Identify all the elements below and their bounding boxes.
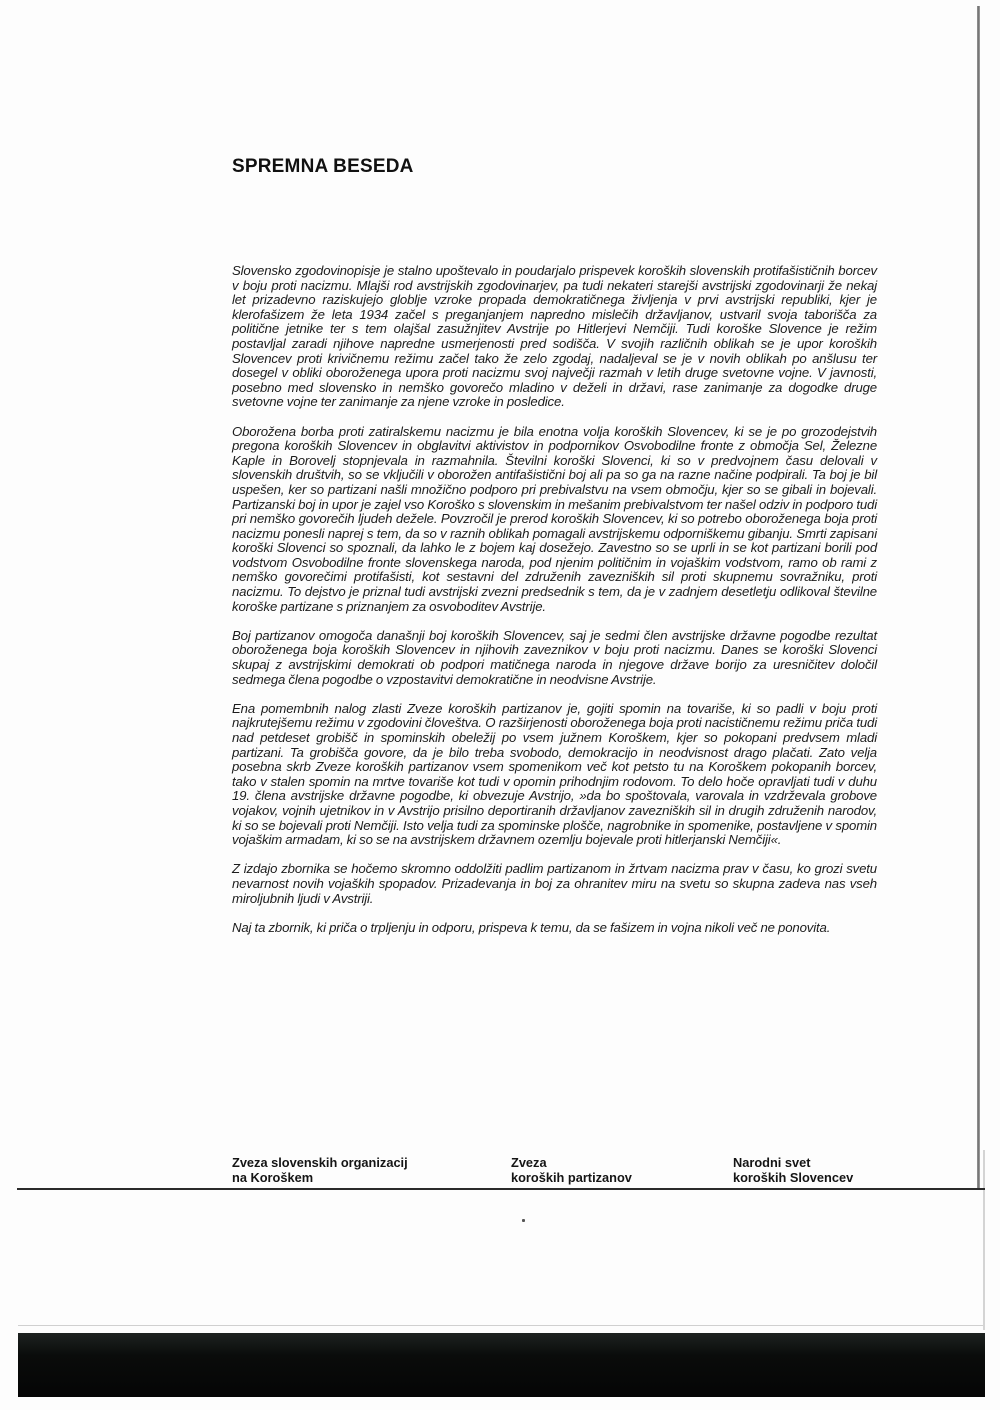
scan-speck [522, 1219, 525, 1222]
paragraph-4: Ena pomembnih nalog zlasti Zveze koroških partizanov je, gojiti spomin na tovariše, ki so padli v boju proti najkrutejšemu režimu v zgodovini človeštva. O razširjenosti oboroženega boja proti nacističnemu režimu priča tudi nad petdeset grobišč in spominskih obeležij po vsem južnem Koroškem, kjer so pokopani predvsem mladi partizani. Ta grobišča govore, da je bilo treba svobodo, demokracijo in neodvisnost drago plačati. Zato velja posebna skrb Zveze koroških partizanov vsem spomenikom več kot petsto tu na Koroškem pokopanih borcev, tako v stalen spomin na mrtve tovariše kot tudi v opomin prihodnjim rodovom. To delo hoče opravljati tudi v duhu 19. člena avstrijske državne pogodbe, ki obvezuje Avstrijo, »da bo spoštovala, varovala in vzdrževala grobove vojakov, vojnih ujetnikov in v Avstrijo prisilno deportiranih državljanov zavezniških sil in drugih združenih narodov, ki so se bojevali proti Nemčiji. Isto velja tudi za spominske plošče, nagrobnike in spomenike, postavljene v spomin vojaškim armadam, ki so se na avstrijskem državnem ozemlju bojevale proti hitlerjanski Nemčiji«. [232, 700, 877, 848]
signatory-line-1: Zveza [511, 1155, 547, 1170]
signatory-line-2: na Koroškem [232, 1170, 314, 1185]
paragraph-5: Z izdajo zbornika se hočemo skromno oddolžiti padlim partizanom in žrtvam nacizma prav v času, ko grozi svetu nevarnost novih vojaških spopadov. Prizadevanja in boj za ohranitev miru na svetu so skupna zadeva nas vseh miroljubnih ljudi v Avstriji. [232, 861, 877, 906]
signatory-line-1: Narodni svet [733, 1155, 811, 1170]
page-edge-line-lower [983, 1150, 985, 1330]
paragraph-6: Naj ta zbornik, ki priča o trpljenju in odporu, prispeva k temu, da se fašizem in vojna nikoli več ne ponovita. [232, 919, 831, 935]
scan-black-band [18, 1333, 985, 1397]
signatory-line-2: koroških Slovencev [733, 1170, 854, 1185]
paragraph-3: Boj partizanov omogoča današnji boj koroških Slovencev, saj je sedmi člen avstrijske državne pogodbe rezultat oboroženega boja koroških Slovencev in njihovih zaveznikov v boju proti nacizmu. Danes se koroški Slovenci skupaj z avstrijskimi demokrati ob podpori matičnega naroda in njegove države borijo za uresničitev določil sedmega člena pogodbe o vzpostavitvi demokratične in neodvisne Avstrije. [232, 627, 877, 687]
signatory-nsks [733, 1155, 853, 1185]
body-text [232, 264, 877, 950]
signatory-line-2: koroških partizanov [511, 1170, 632, 1185]
signatures [232, 1155, 892, 1187]
paragraph-1: Slovensko zgodovinopisje je stalno upoštevalo in poudarjalo prispevek koroških slovenskih protifašističnih borcev v boju proti nacizmu. Mlajši rod avstrijskih zgodovinarjev, pa tudi nekateri starejši avstrijski zgodovinarji že nekaj let prizadevno raziskujejo globlje vzroke propada demokratičnega življenja v prvi avstrijski republiki, kjer je klerofašizem že leta 1934 začel s preganjanjem napredno mislečih državljanov, ustvaril svoja taborišča za politične jetnike ter s tem olajšal zasužnjitev Avstrije po Hitlerjevi Nemčiji. Tudi koroške Slovence je režim postavljal zaradi njihove napredne usmerjenosti pred sodišča. V svojih različnih oblikah se je upor koroških Slovencev proti krivičnemu režimu začel tako že zelo zgodaj, nadaljeval se je v novih oblikah po anšlusu ter dosegel v obliki oboroženega upora proti nacizmu svoj največji razmah v letih druge svetovne vojne. V javnosti, posebno med slovensko in nemško govorečo mladino v deželi in državi, rase zanimanje za dogodke druge svetovne vojne ter zanimanje za njene vzroke in posledice. [232, 263, 877, 410]
signature-rule [17, 1188, 985, 1190]
signatory-zso [232, 1155, 408, 1185]
signatory-zkp [511, 1155, 632, 1185]
page-edge-line [977, 6, 980, 1188]
page-title: SPREMNA BESEDA [232, 156, 414, 177]
signatory-line-1: Zveza slovenskih organizacij [232, 1155, 408, 1170]
faint-scan-line [18, 1325, 983, 1326]
paragraph-2: Oborožena borba proti zatiralskemu nacizmu je bila enotna volja koroških Slovencev, ki se je po grozodejstvih pregona koroških Slovencev in obglavitvi aktivistov in podpornikov Osvobodilne fronte z območja Sel, Železne Kaple in Borovelj stopnjevala in razmahnila. Številni koroški Slovenci, ki so v predvojnem času delovali v slovenskih društvih, so se vključili v oborožen antifašistični boj ali pa so ga na razne načine podpirali. Ta boj je bil uspešen, ker so partizani našli množično podporo pri prebivalstvu na vsem območju, kjer so se gibali in bojevali. Partizanski boj in upor je zajel vso Koroško s slovenskim in mešanim prebivalstvom ter našel odziv in podporo tudi pri nemško govorečih ljudeh dežele. Povzročil je prerod koroških Slovencev, ki so potrebo oboroženega boja proti nacizmu ponesli naprej s tem, da so v raznih oblikah pomagali avstrijskemu odporniškemu gibanju. Smrti zapisani koroški Slovenci so spoznali, da lahko le z bojem kaj dosežejo. Zavestno so se uprli in se kot partizani borili pod vodstvom Osvobodilne fronte slovenskega naroda, pod njenim političnim in vojaškim vodstvom, ramo ob rami z nemško govorečimi protifašisti, kot sestavni del združenih zavezniških sil proti skupnemu sovražniku, proti nacizmu. To dejstvo je priznal tudi avstrijski zvezni predsednik s tem, da je v zadnjem desetletju odlikoval številne koroške partizane s priznanjem za osvoboditev Avstrije. [232, 423, 877, 614]
